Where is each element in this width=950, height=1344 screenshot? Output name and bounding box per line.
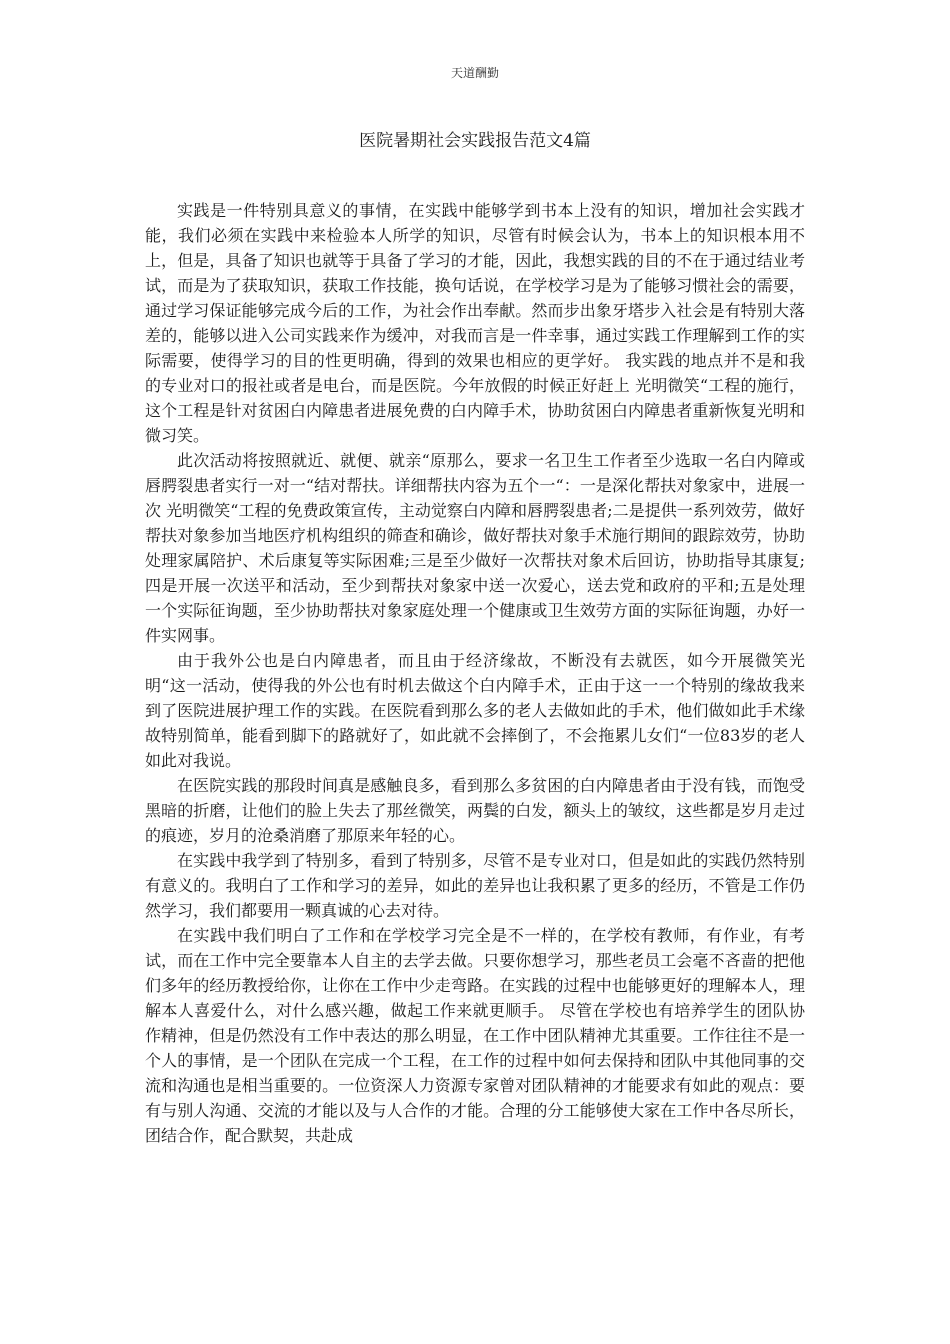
document-title: 医院暑期社会实践报告范文4篇 [359, 131, 591, 151]
document-body [145, 198, 805, 1148]
paragraph: 实践是一件特别具意义的事情，在实践中能够学到书本上没有的知识，增加社会实践才能，我们必须在实践中来检验本人所学的知识，尽管有时候会认为，书本上的知识根本用不上，但是，具备了知识也就等于具备了学习的才能，因此，我想实践的目的不在于通过结业考试，而是为了获取知识，获取工作技能，换句话说，在学校学习是为了能够习惯社会的需要，通过学习保证能够完成今后的工作，为社会作出奉献。然而步出象牙塔步入社会是有特别大落差的，能够以进入公司实践来作为缓冲，对我而言是一件幸事，通过实践工作理解到工作的实际需要，使得学习的目的性更明确，得到的效果也相应的更学好。 我实践的地点并不是和我的专业对口的报社或者是电台，而是医院。今年放假的时候正好赶上 光明微笑“工程的施行，这个工程是针对贫困白内障患者进展免费的白内障手术，协助贫困白内障患者重新恢复光明和微习笑。 [145, 201, 805, 445]
paragraph: 由于我外公也是白内障患者，而且由于经济缘故，不断没有去就医，如今开展微笑光明“这一活动，使得我的外公也有时机去做这个白内障手术，正由于这一一个特别的缘故我来到了医院进展护理工作的实践。在医院看到那么多的老人去做如此的手术，他们做如此手术缘故特别简单，能看到脚下的路就好了，如此就不会摔倒了，不会拖累儿女们“一位83岁的老人如此对我说。 [145, 651, 805, 770]
page-header: 天道酬勤 [450, 66, 499, 80]
paragraph: 此次活动将按照就近、就便、就亲“原那么，要求一名卫生工作者至少选取一名白内障或唇腭裂患者实行一对一“结对帮扶。详细帮扶内容为五个一“：一是深化帮扶对象家中，进展一次 光明微笑“工程的免费政策宣传，主动觉察白内障和唇腭裂患者;二是提供一系列效劳，做好帮扶对象参加当地医疗机构组织的筛查和确诊，做好帮扶对象手术施行期间的跟踪效劳，协助处理家属陪护、术后康复等实际困难;三是至少做好一次帮扶对象术后回访，协助指导其康复;四是开展一次送平和活动，至少到帮扶对象家中送一次爱心，送去党和政府的平和;五是处理一个实际征询题，至少协助帮扶对象家庭处理一个健康或卫生效劳方面的实际征询题，办好一件实网事。 [145, 451, 805, 645]
paragraph: 在实践中我学到了特别多，看到了特别多，尽管不是专业对口，但是如此的实践仍然特别有意义的。我明白了工作和学习的差异，如此的差异也让我积累了更多的经历，不管是工作仍然学习，我们都要用一颗真诚的心去对待。 [145, 851, 805, 920]
paragraph: 在实践中我们明白了工作和在学校学习完全是不一样的，在学校有教师，有作业，有考试，而在工作中完全要靠本人自主的去学去做。只要你想学习，那些老员工会毫不吝啬的把他们多年的经历教授给你，让你在工作中少走弯路。在实践的过程中也能够更好的理解本人，理解本人喜爱什么，对什么感兴趣，做起工作来就更顺手。 尽管在学校也有培养学生的团队协作精神，但是仍然没有工作中表达的那么明显，在工作中团队精神尤其重要。工作往往不是一个人的事情，是一个团队在完成一个工程，在工作的过程中如何去保持和团队中其他同事的交流和沟通也是相当重要的。一位资深人力资源专家曾对团队精神的才能要求有如此的观点：要有与别人沟通、交流的才能以及与人合作的才能。合理的分工能够使大家在工作中各尽所长，团结合作，配合默契，共赴成 [145, 926, 805, 1145]
paragraph: 在医院实践的那段时间真是感触良多，看到那么多贫困的白内障患者由于没有钱，而饱受黑暗的折磨，让他们的脸上失去了那丝微笑，两鬓的白发，额头上的皱纹，这些都是岁月走过的痕迹，岁月的沧桑消磨了那原来年轻的心。 [145, 776, 805, 845]
